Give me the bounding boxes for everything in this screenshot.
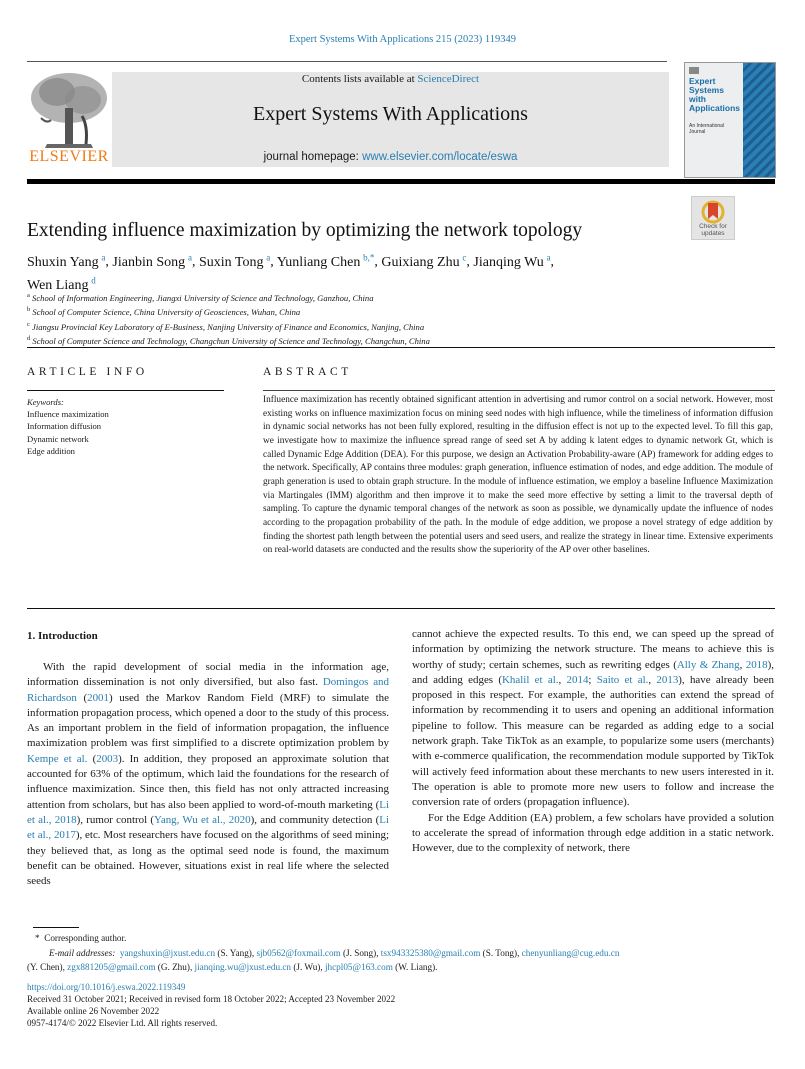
doi-link[interactable]: https://doi.org/10.1016/j.eswa.2022.119349 [27, 982, 186, 992]
footnotes [27, 931, 777, 975]
keywords-block [27, 396, 109, 457]
cover-subtitle: An International Journal [689, 123, 725, 135]
citation-link[interactable]: Ally & Zhang [676, 658, 740, 671]
keywords-label: Keywords: [27, 397, 64, 407]
email-link[interactable]: chenyunliang@cug.edu.cn [521, 947, 620, 958]
keyword: Edge addition [27, 445, 75, 456]
email-link[interactable]: zgx881205@gmail.com [67, 962, 156, 972]
intro-paragraph: With the rapid development of social media in the information age, information dissemination is not only diversified, but also fast. Domingos and Richardson (2001) used the Markov Random Field (MRF) to simulate the information propagation process, which opened a door to the study of this process. As an important problem in the field of information propagation, the influence maximization problem was first simplified to a discrete optimization problem by Kempe et al. (2003). In addition, they proposed an approximate solution that accounted for 63% of the optimum, which laid the foundations for the research of influence maximization. Since then, this field has not only attracted increasing attention from scholars, but has also been applied to word-of-mouth marketing (Li et al., 2018), rumor control (Yang, Wu et al., 2020), and community detection (Li et al., 2017), etc. Most researchers have focused on the algorithms of seed mining; they believed that, as long as the optimal seed node is found, the maximum benefit can be obtained. However, situations exist in real life where the selected seeds [27, 661, 389, 888]
citation-link[interactable]: Domingos and Richardson [27, 676, 389, 704]
affiliation: $^c$ Jiangsu Provincial Key Laboratory of E-Business, Nanjing University of Finance and Economics, Nanjing, China [27, 320, 425, 332]
email-link[interactable]: tsx943325380@gmail.com [380, 947, 481, 958]
citation-link[interactable]: 2018 [745, 658, 768, 671]
bookmark-icon [692, 199, 734, 225]
author[interactable]: Wen Liang $^d$ [27, 275, 96, 294]
cover-elsevier-icon [689, 67, 699, 74]
keyword: Influence maximization [27, 409, 109, 420]
sciencedirect-link[interactable]: ScienceDirect [417, 73, 480, 85]
abstract-heading: ABSTRACT [263, 366, 352, 378]
intro-right-column [412, 627, 774, 856]
author[interactable]: Guixiang Zhu $^c$ [381, 252, 467, 270]
intro-left-column [27, 660, 389, 889]
citation-link[interactable]: Li et al., 2017 [27, 813, 389, 842]
author[interactable]: Jianbin Song $^a$ [112, 252, 192, 270]
elsevier-wordmark: ELSEVIER [29, 148, 109, 165]
article-info-rule [27, 390, 224, 391]
citation-link[interactable]: Khalil et al. [502, 673, 559, 686]
email-link[interactable]: yangshuxin@jxust.edu.cn [119, 947, 216, 958]
publication-info [27, 981, 627, 1029]
introduction-heading: 1. Introduction [27, 630, 98, 642]
affiliation: $^a$ School of Information Engineering, Jiangxi University of Science and Technology, Ganzhou, China [27, 292, 374, 303]
email-link[interactable]: jhcpl05@163.com [324, 962, 393, 972]
keyword: Dynamic network [27, 433, 89, 444]
abstract-bottom-rule [27, 608, 775, 609]
author-list: Shuxin Yang $^a$, Jianbin Song $^a$, Suxin Tong $^a$, Yunliang Chen $^{b,*}$, Guixiang Zhu $^c$, Jianqing Wu $^a$, Wen Liang $^d$ [27, 252, 555, 294]
affiliations-rule [27, 347, 775, 348]
homepage-line [112, 151, 669, 163]
citation-link[interactable]: 2013 [656, 673, 679, 686]
author[interactable]: Jianqing Wu $^a$ [473, 252, 551, 270]
email-list: E-mail addresses: yangshuxin@jxust.edu.cn (S. Yang), sjb0562@foxmail.com (J. Song), tsx943325380@gmail.com (S. Tong), chenyunliang@cug.edu.cn [49, 947, 620, 958]
masthead-rule [27, 179, 775, 184]
affiliation: $^d$ School of Computer Science and Technology, Changchun University of Science and Technology, Changchun, China [27, 335, 430, 347]
abstract-rule [263, 390, 775, 391]
check-updates-label-2: updates [701, 230, 725, 237]
header-rule [27, 61, 667, 62]
contents-prefix: Contents lists available at [301, 73, 418, 85]
affiliations [27, 290, 727, 348]
running-head: Expert Systems With Applications 215 (2023) 119349 [288, 34, 517, 45]
citation-link[interactable]: Kempe et al. [27, 752, 88, 765]
citation-link[interactable]: Saito et al. [596, 673, 649, 686]
copyright: 0957-4174/© 2022 Elsevier Ltd. All rights reserved. [27, 1018, 218, 1029]
journal-title: Expert Systems With Applications [253, 103, 528, 125]
email-list-cont: (Y. Chen), zgx881205@gmail.com (G. Zhu), jianqing.wu@jxust.edu.cn (J. Wu), jhcpl05@163.com (W. Liang). [27, 962, 438, 972]
email-link[interactable]: jianqing.wu@jxust.edu.cn [194, 962, 292, 972]
citation-link[interactable]: Yang, Wu et al., 2020 [154, 813, 251, 826]
paper-title: Extending influence maximization by optimizing the network topology [27, 220, 583, 241]
elsevier-logo [27, 70, 111, 167]
email-label: E-mail addresses: [49, 947, 116, 958]
affiliation: $^b$ School of Computer Science, China University of Geosciences, Wuhan, China [27, 306, 301, 318]
cover-title: Expert Systems with Applications [689, 76, 741, 113]
corresponding-note: * Corresponding author. [35, 933, 127, 943]
journal-cover [684, 62, 776, 178]
intro-paragraph: For the Edge Addition (EA) problem, a few scholars have provided a solution to accelerate the spread of information through edge addition in a static network. However, due to the complexity of network, there [412, 811, 774, 855]
homepage-prefix: journal homepage: [263, 151, 363, 163]
footnote-rule [33, 927, 79, 928]
email-link[interactable]: sjb0562@foxmail.com [256, 947, 341, 958]
check-for-updates-button[interactable] [691, 196, 735, 240]
abstract-text: Influence maximization has recently obtained significant attention in advertising and rumor control on a social network. However, most existing works on influence maximization focus on mining seed nodes with high influence, while the timeliness of information diffusion in dynamic social networks has not been fully explored, resulting in the diffusion effect is not up to the expected level. To fill this gap, we investigate how to maximize the influence spread range of seed set A by adding k latent edges to dynamic network Gt, which is called Dynamic Edge Addition (DEA). For this purpose, we design an Activation Probability-aware (AP) framework for adding edges to the network. Specifically, AP contains three modules: graph generation, influence estimation of nodes, and edge addition. The module of graph generation is used to obtain graph structure. In the module of influence estimation, we employ a baseline Influence Maximization via Martingales (IMM) algorithm and then improve it to make the seed more effective by setting a limit to the traversal depth of sampling. To capture the dynamic temporal changes of the network as soon as possible, we dynamically update the influence of nodes according to the propagation probability of the path. In the module of edge addition, we propose a novel strategy of edge addition by finding the shortest path length between the potential users and seed users, and realize the strategy in linear time. Extensive experiments on real-world datasets are conducted and the results show the superiority of the AP over other baselines. [263, 395, 773, 556]
contents-line [112, 73, 669, 85]
available-online: Available online 26 November 2022 [27, 1006, 160, 1017]
cover-icon-strip [743, 63, 775, 177]
homepage-link[interactable]: www.elsevier.com/locate/eswa [362, 151, 518, 163]
keyword: Information diffusion [27, 421, 102, 432]
check-updates-label-1: Check for [699, 223, 727, 230]
citation-link[interactable]: Li et al., 2018 [27, 798, 389, 826]
received-dates: Received 31 October 2021; Received in revised form 18 October 2022; Accepted 23 November 2022 [27, 994, 396, 1005]
author[interactable]: Shuxin Yang $^a$ [27, 252, 106, 270]
author[interactable]: Suxin Tong $^a$ [198, 252, 271, 270]
intro-paragraph: cannot achieve the expected results. To this end, we can speed up the spread of information by optimizing the network structure. The means to achieve this is worthy of study; certain schemes, such as rewriting edges (Ally & Zhang, 2018), and adding edges (Khalil et al., 2014; Saito et al., 2013), have already been proposed in this respect. For example, the authorities can extend the spread of information by recommending it to users and opening an additional information pipeline to follow. This measure can be regarded as adding edge to a social network graph. Take TikTok as an example, to popularize some users (merchants) with e-commerce qualification, the recommendation module supported by TikTok will actively feed information about these merchants to new users interested in it. The operation is able to promote more new users to follow and increase the conversion rate of orders (propagation influence). [412, 628, 775, 809]
author[interactable]: Yunliang Chen $^{b,*}$ [276, 252, 375, 270]
citation-link[interactable]: 2001 [87, 691, 109, 704]
citation-link[interactable]: 2014 [566, 673, 589, 686]
citation-link[interactable]: 2003 [96, 752, 119, 765]
article-info-heading: ARTICLE INFO [27, 366, 148, 378]
